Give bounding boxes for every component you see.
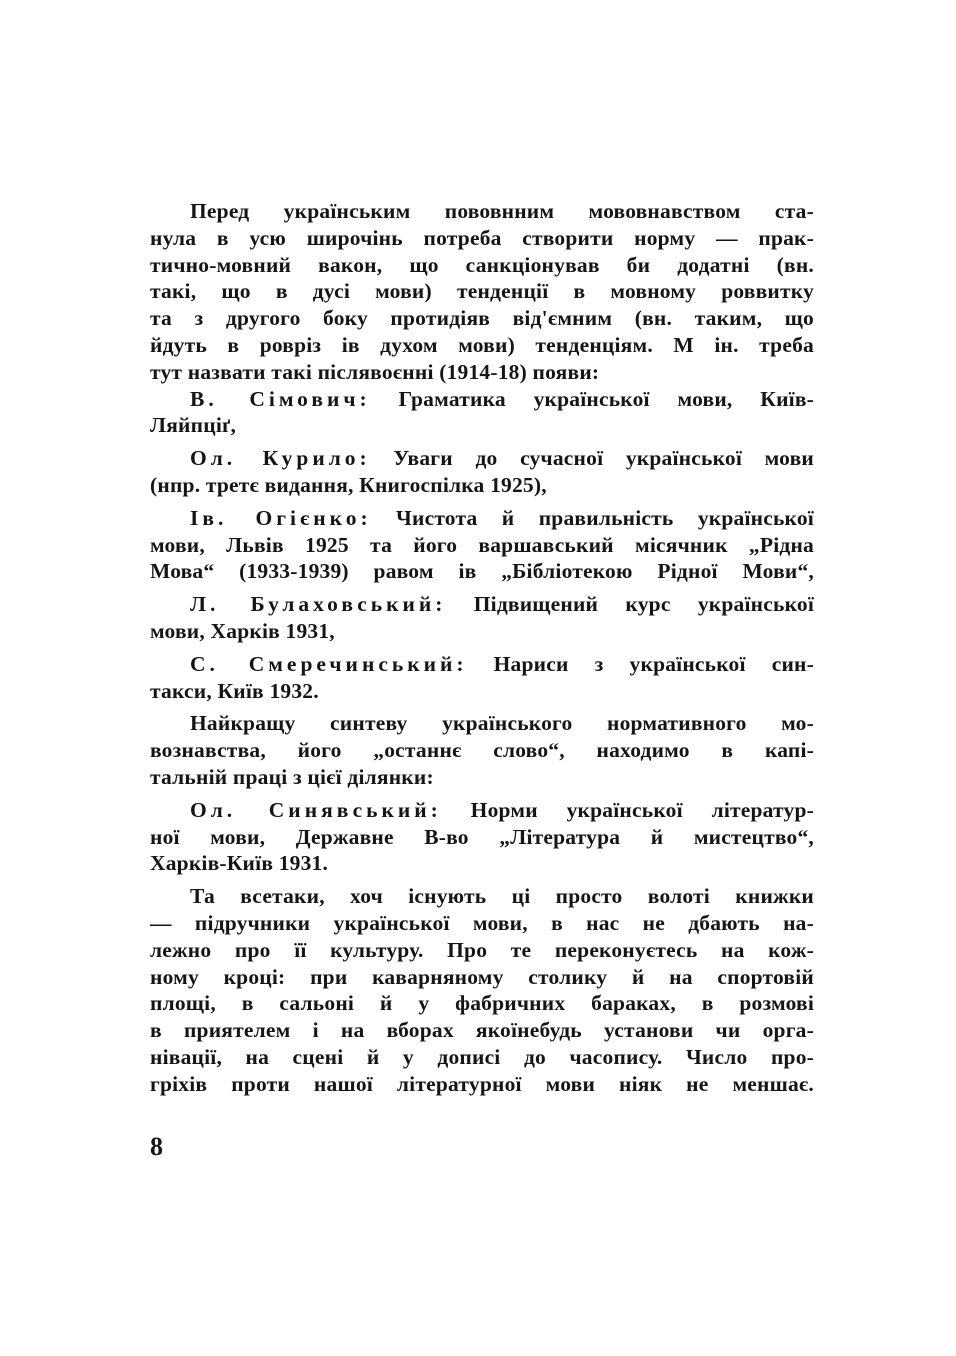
text-line bbox=[150, 386, 814, 413]
text-line: йдуть в ровріз ів духом мови) тенденціям. М ін. треба bbox=[150, 332, 814, 357]
reference-author: Ів. Огієнко: bbox=[190, 505, 372, 530]
text-line bbox=[150, 591, 814, 618]
text-line: площі, в сальоні й у фабричних бараках, в розмові bbox=[150, 991, 814, 1016]
page-number: 8 bbox=[150, 1132, 163, 1161]
reference-syniavskyi bbox=[150, 797, 814, 877]
reference-author: Л. Булаховський: bbox=[190, 592, 447, 617]
text-line: Найкращу синтеву українського нормативного мо- bbox=[190, 711, 814, 736]
reference-title: Чистота й правильність української bbox=[371, 505, 814, 530]
reference-author: Ол. Синявський: bbox=[190, 797, 442, 822]
text-line: лежно про її культуру. Про те переконуєтесь на кож- bbox=[150, 937, 814, 962]
page-text bbox=[150, 198, 814, 1098]
reference-author: В. Сімович: bbox=[190, 386, 371, 411]
reference-author: С. Смеречинський: bbox=[190, 651, 468, 676]
text-line: ному кроці: при каварняному столику й на спортовій bbox=[150, 964, 814, 989]
text-line: такі, що в дусі мови) тенденції в мовному роввитку bbox=[150, 279, 814, 304]
text-line: мови, Львів 1925 та його варшавський місячник „Рідна bbox=[150, 532, 814, 557]
text-line: тично-мовний вакон, що санкціонував би додатні (вн. bbox=[150, 252, 814, 277]
reference-title: Норми української літератур- bbox=[441, 797, 814, 822]
text-line: (нпр. третє видання, Книгоспілка 1925), bbox=[150, 472, 547, 497]
text-line: Мова“ (1933-1939) равом ів „Бібліотекою Рідної Мови“, bbox=[150, 559, 814, 584]
text-line: ної мови, Державне В-во „Література й мистецтво“, bbox=[150, 824, 814, 849]
text-line: нівації, на сцені й у дописі до часопису. Число про- bbox=[150, 1044, 814, 1069]
reference-title: Підвищений курс української bbox=[446, 592, 814, 617]
text-line: гріхів проти нашої літературної мови ніяк не меншає. bbox=[150, 1071, 814, 1096]
text-line: тут назвати такі післявоєнні (1914-18) появи: bbox=[150, 359, 600, 384]
reference-ohiienko bbox=[150, 505, 814, 585]
reference-author: Ол. Курило: bbox=[190, 446, 371, 471]
reference-simovych bbox=[150, 386, 814, 440]
text-line bbox=[150, 797, 814, 824]
reference-smerechynskyi bbox=[150, 651, 814, 705]
reference-title: Нариси з української син- bbox=[467, 651, 815, 676]
text-line bbox=[150, 651, 814, 678]
text-line: нула в усю широчінь потреба створити норму — прак- bbox=[150, 225, 814, 250]
paragraph-intro bbox=[150, 198, 814, 386]
text-line: та з другого боку протидіяв від'ємним (вн. таким, що bbox=[150, 306, 814, 331]
reference-title: Уваги до сучасної української мови bbox=[370, 446, 814, 471]
text-line: Харків-Київ 1931. bbox=[150, 851, 329, 876]
text-line: вознавства, його „останнє слово“, находимо в капі- bbox=[150, 738, 814, 763]
text-line: такси, Київ 1932. bbox=[150, 678, 319, 703]
text-line: в приятелем і на вборах якоїнебудь установи чи орга- bbox=[150, 1018, 814, 1043]
text-line: мови, Харків 1931, bbox=[150, 618, 335, 643]
paragraph-synthesis bbox=[150, 710, 814, 790]
text-line bbox=[150, 445, 814, 472]
text-line: Ляйпціґ, bbox=[150, 413, 237, 438]
reference-title: Граматика української мови, Київ- bbox=[370, 386, 815, 411]
text-line: Перед українським пововнним мововнавством ста- bbox=[190, 199, 814, 223]
text-line: — підручники української мови, в нас не дбають на- bbox=[150, 910, 814, 935]
text-line: тальній праці з цієї ділянки: bbox=[150, 764, 434, 789]
text-line: Та всетаки, хоч існують ці просто волоті книжки bbox=[190, 884, 814, 909]
text-line bbox=[150, 505, 814, 532]
reference-kurylo bbox=[150, 445, 814, 499]
reference-bulakhovskyi bbox=[150, 591, 814, 645]
paragraph-culture bbox=[150, 883, 814, 1097]
